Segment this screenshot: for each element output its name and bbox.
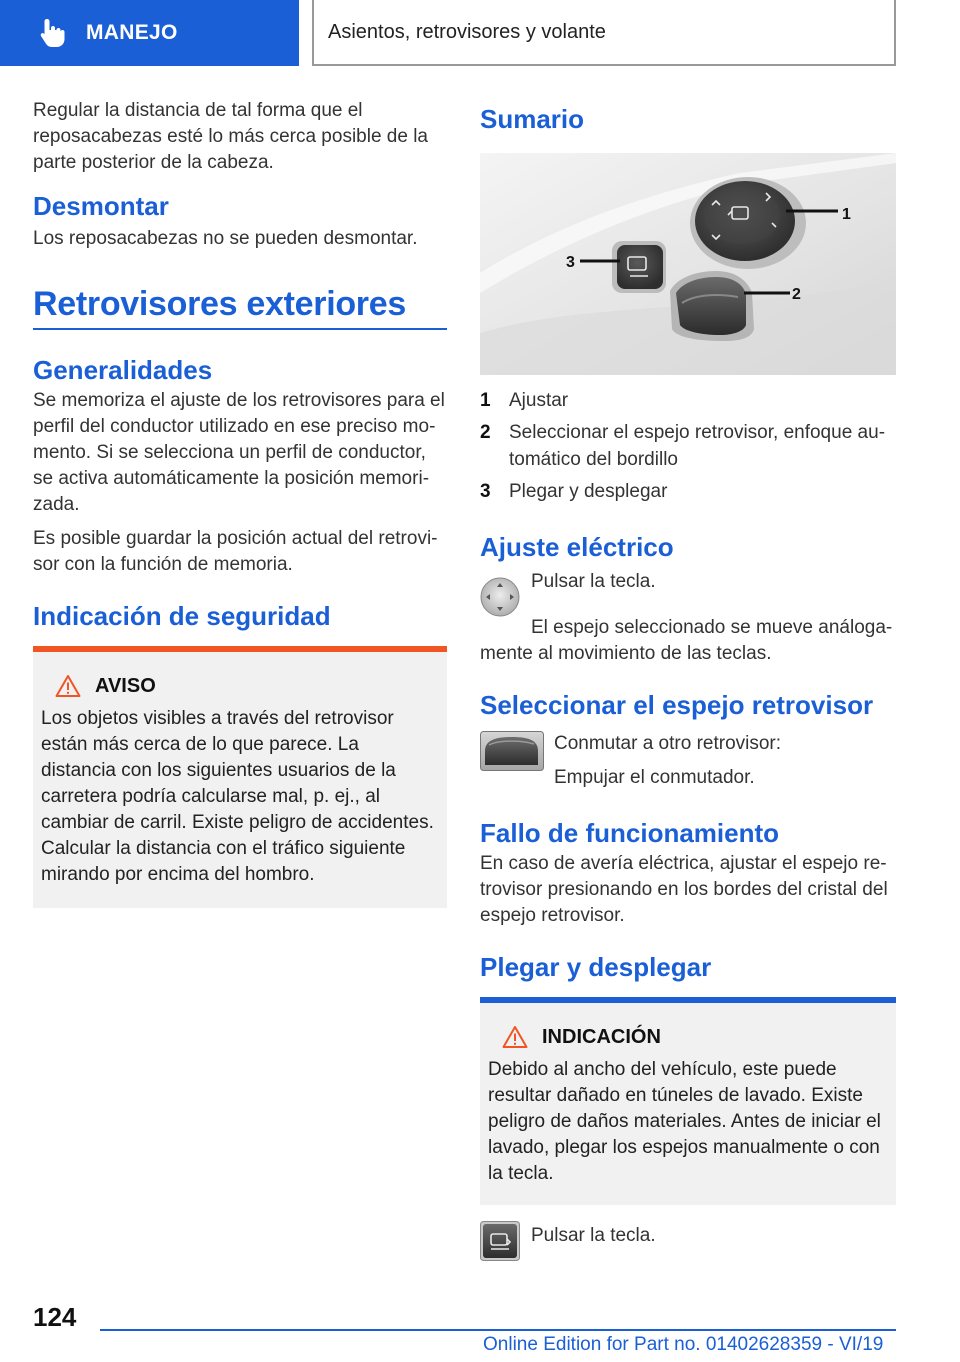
legend-number: 3 [480, 481, 491, 502]
desmontar-text: Los reposacabezas no se pueden desmontar. [33, 228, 418, 249]
section-label: MANEJO [86, 21, 178, 44]
warning-triangle-icon [502, 1025, 528, 1049]
legend-list [480, 387, 896, 505]
legend-number: 2 [480, 422, 491, 443]
fallo-heading: Fallo de funcionamiento [480, 818, 780, 848]
chapter-rule [33, 328, 447, 330]
section-tab[interactable] [0, 0, 299, 66]
seleccionar-text-2: Empujar el conmutador. [554, 767, 755, 788]
mirror-adjust-pad-icon [480, 577, 520, 617]
warning-label: AVISO [95, 674, 156, 697]
legend-text: Seleccionar el espejo retrovisor, enfoque automático del bordillo [509, 422, 886, 470]
note-label: INDICACIÓN [542, 1025, 661, 1048]
ajuste-text-2: El espejo seleccionado se mueve análogamente al movimiento de las teclas. [480, 617, 893, 664]
mirror-fold-button-icon [480, 1221, 520, 1261]
legend-item [480, 387, 896, 414]
legend-item [480, 419, 896, 473]
note-text: Debido al ancho del vehículo, este puede resultar dañado en túneles de lavado. Existe peligro de daños materiales. Antes de iniciar el lavado, plegar los espejos manualmente o con la tecla. [488, 1059, 881, 1184]
sumario-heading: Sumario [480, 104, 585, 134]
plegar-heading: Plegar y desplegar [480, 952, 712, 982]
callout-1: 1 [842, 206, 851, 223]
note-box [480, 1003, 896, 1205]
warning-text: Los objetos visibles a través del retrovisor están más cerca de lo que parece. La distancia con los siguientes usuarios de la carretera podría calcularse mal, p. ej., al cambiar de carril. Existe peligro de accidentes. Calcular la distancia con el tráfico siguiente mirando por encima del hombro. [41, 708, 434, 885]
chapter-title: Retrovisores exteriores [33, 285, 406, 323]
plegar-action-text: Pulsar la tecla. [531, 1225, 656, 1246]
generalidades-heading: Generalidades [33, 355, 213, 385]
callout-2: 2 [792, 286, 801, 303]
hand-pointer-icon [38, 17, 68, 49]
warning-header [41, 674, 439, 698]
generalidades-paragraph-1: Se memoriza el ajuste de los retrovisores para el perfil del conductor utilizado en ese preciso momento. Si se selecciona un perfil de conductor, se activa automáticamente la posición memorizada. [33, 390, 445, 515]
note-header [488, 1025, 888, 1049]
right-column [480, 98, 896, 1261]
legend-item [480, 478, 896, 505]
plegar-row [480, 1221, 896, 1261]
fallo-text: En caso de avería eléctrica, ajustar el espejo retrovisor presionando en los bordes del cristal del espejo retrovisor. [480, 853, 888, 926]
warning-triangle-icon [55, 674, 81, 698]
mirror-selector-switch-icon [480, 731, 544, 771]
seleccionar-heading: Seleccionar el espejo retrovisor [480, 690, 874, 720]
generalidades-paragraph-2: Es posible guardar la posición actual del retrovisor con la función de memoria. [33, 528, 438, 575]
seguridad-heading: Indicación de seguridad [33, 601, 331, 631]
mirror-controls-figure [480, 153, 896, 375]
left-column [33, 98, 447, 908]
seleccionar-text-1: Conmutar a otro retrovisor: [554, 733, 782, 754]
legend-text: Ajustar [509, 390, 569, 411]
page-number: 124 [33, 1302, 77, 1332]
seleccionar-row [480, 731, 896, 799]
desmontar-heading: Desmontar [33, 191, 169, 221]
edition-info[interactable]: Online Edition for Part no. 01402628359 - VI/19 [483, 1334, 884, 1355]
mirror-controls-illustration [480, 153, 896, 375]
legend-text: Plegar y desplegar [509, 481, 668, 502]
intro-paragraph: Regular la distancia de tal forma que el reposacabezas esté lo más cerca posible de la parte posterior de la cabeza. [33, 100, 429, 173]
legend-number: 1 [480, 390, 491, 411]
callout-3: 3 [566, 254, 575, 271]
page-header [0, 0, 960, 66]
ajuste-row [480, 569, 896, 617]
ajuste-text-1: Pulsar la tecla. [531, 571, 656, 592]
ajuste-heading: Ajuste eléctrico [480, 532, 674, 562]
warning-box [33, 652, 447, 908]
footer-rule [100, 1329, 896, 1331]
breadcrumb[interactable]: Asientos, retrovisores y volante [312, 0, 896, 66]
